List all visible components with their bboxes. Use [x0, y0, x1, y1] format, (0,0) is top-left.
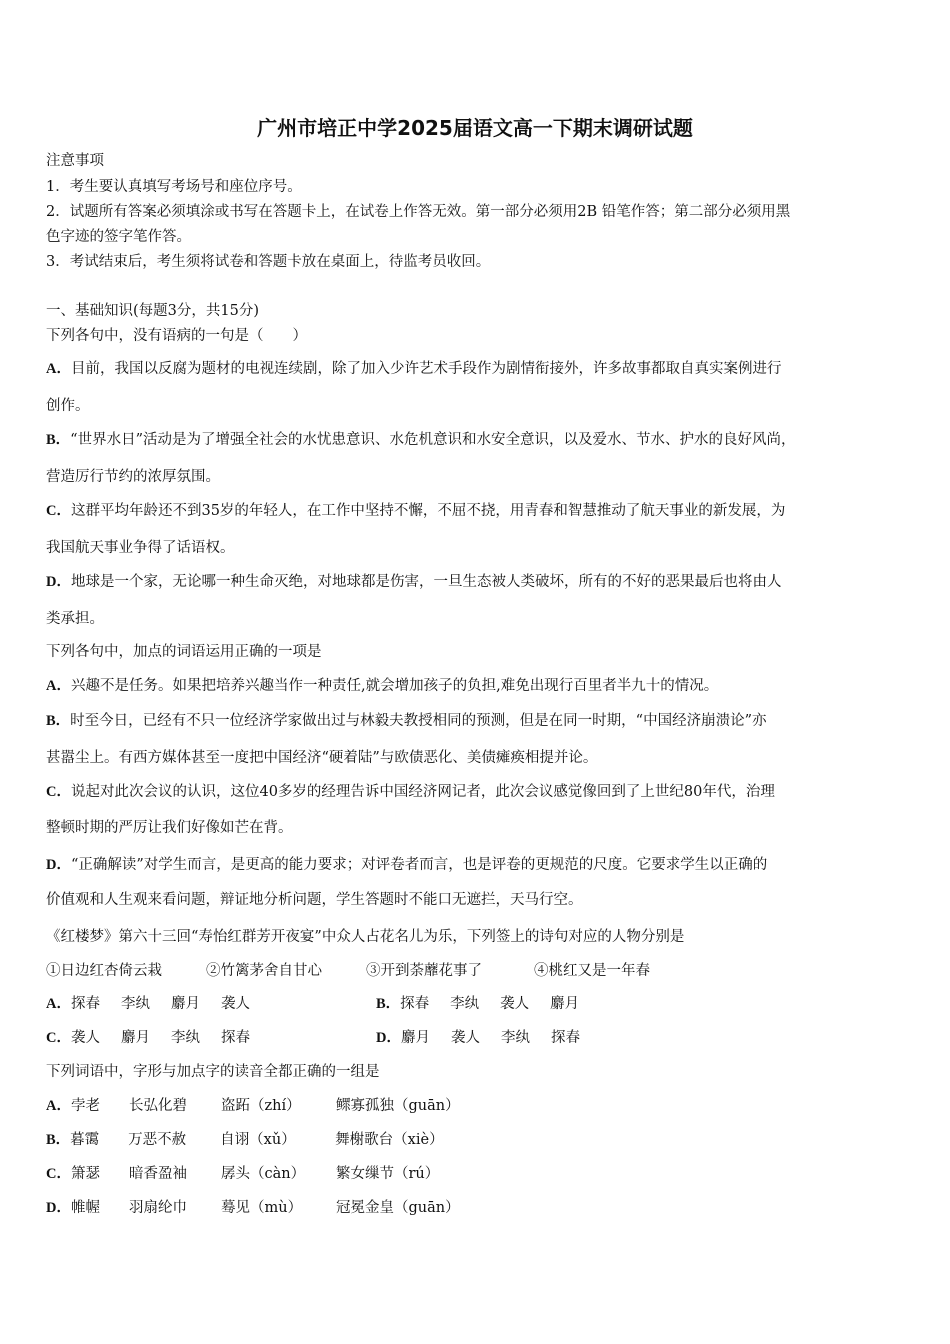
option-b: [46, 1130, 444, 1150]
option-text-cont: 我国航天事业争得了话语权。: [46, 540, 235, 556]
option-name: 袭人: [220, 996, 250, 1012]
option-label: D．: [46, 1200, 71, 1216]
question-stem: 下列各句中，加点的词语运用正确的一项是: [46, 644, 322, 660]
option-text-cont: 营造厉行节约的浓厚氛围。: [46, 469, 220, 485]
question-stem: 下列词语中，字形与加点字的读音全都正确的一组是: [46, 1064, 380, 1080]
option-a: [46, 1096, 460, 1116]
option-text: 地球是一个家，无论哪一种生命灭绝，对地球都是伤害，一旦生态被人类破坏，所有的不好的恶果最后也将由人: [70, 574, 782, 590]
option-c: [46, 782, 775, 802]
option-label: C．: [46, 784, 71, 800]
option-d: [46, 1198, 460, 1218]
option-text-cont: 甚嚣尘上。有西方媒体甚至一度把中国经济“硬着陆”与欧债恶化、美债瘫痪相提并论。: [46, 750, 598, 766]
notice-item: 色字迹的签字笔作答。: [46, 229, 191, 245]
option-word: 鳏寡孤独（guān）: [335, 1098, 460, 1114]
poem-line: ②竹篱茅舍自甘心: [206, 963, 322, 979]
option-d: [46, 572, 781, 592]
option-word: 蓦见（mù）: [220, 1200, 303, 1216]
option-name: 袭人: [500, 996, 530, 1012]
question-stem: 下列各句中，没有语病的一句是（ ）: [46, 328, 307, 344]
option-text: 时至今日，已经有不只一位经济学家做出过与林毅夫教授相同的预测，但是在同一时期，“中国经济崩溃论”亦: [70, 713, 767, 729]
question-stem: 《红楼梦》第六十三回“寿怡红群芳开夜宴”中众人占花名儿为乐，下列签上的诗句对应的人物分别是: [46, 929, 685, 945]
option-name: 探春: [220, 1030, 250, 1046]
option-label: C．: [46, 1030, 71, 1046]
option-word: 孛老: [70, 1098, 100, 1114]
page-title: 广州市培正中学2025届语文高一下期末调研试题: [257, 116, 693, 140]
option-a: [46, 994, 250, 1014]
option-label: C．: [46, 503, 71, 519]
option-word: 万恶不赦: [128, 1132, 187, 1148]
option-word: 孱头（càn）: [220, 1166, 306, 1182]
option-name: 探春: [400, 996, 430, 1012]
option-label: D．: [376, 1030, 401, 1046]
poem-line: ④桃红又是一年春: [534, 963, 650, 979]
option-b: [46, 711, 767, 731]
option-word: 冠冕金皇（guān）: [335, 1200, 460, 1216]
option-name: 李纨: [500, 1030, 530, 1046]
option-label: A．: [46, 678, 71, 694]
option-text: 兴趣不是任务。如果把培养兴趣当作一种责任,就会增加孩子的负担,难免出现行百里者半九十的情况。: [70, 678, 719, 694]
option-a: [46, 359, 781, 379]
option-label: B．: [46, 1132, 71, 1148]
option-c: [46, 1164, 439, 1184]
option-label: B．: [46, 432, 71, 448]
option-word: 暮霭: [70, 1132, 100, 1148]
option-label: A．: [46, 361, 71, 377]
option-name: 麝月: [550, 996, 580, 1012]
notice-heading: 注意事项: [46, 153, 104, 169]
option-label: D．: [46, 574, 71, 590]
option-word: 自诩（xǔ）: [220, 1132, 296, 1148]
poem-line: ①日边红杏倚云栽: [46, 963, 162, 979]
option-text-cont: 创作。: [46, 398, 90, 414]
poem-line: ③开到荼蘼花事了: [366, 963, 482, 979]
option-word: 长弘化碧: [128, 1098, 187, 1114]
option-b: [46, 430, 796, 450]
section-heading: 一、基础知识(每题3分，共15分): [46, 303, 259, 319]
option-text: “世界水日”活动是为了增强全社会的水忧患意识、水危机意识和水安全意识，以及爱水、节水、护水的良好风尚，: [70, 432, 796, 448]
option-name: 探春: [550, 1030, 580, 1046]
option-word: 箫瑟: [70, 1166, 100, 1182]
option-name: 探春: [70, 996, 100, 1012]
option-name: 李纨: [170, 1030, 200, 1046]
option-name: 袭人: [70, 1030, 100, 1046]
option-name: 麝月: [400, 1030, 430, 1046]
option-a: [46, 676, 718, 696]
option-label: A．: [46, 1098, 71, 1114]
option-word: 帷幄: [70, 1200, 100, 1216]
option-word: 舞榭歌台（xiè）: [335, 1132, 444, 1148]
option-name: 李纨: [120, 996, 150, 1012]
option-label: B．: [46, 713, 71, 729]
option-word: 盗跖（zhí）: [220, 1098, 301, 1114]
option-word: 暗香盈袖: [128, 1166, 187, 1182]
option-word: 羽扇纶巾: [128, 1200, 187, 1216]
option-text: “正确解读”对学生而言，是更高的能力要求；对评卷者而言，也是评卷的更规范的尺度。它要求学生以正确的: [70, 857, 768, 873]
option-text-cont: 整顿时期的严厉让我们好像如芒在背。: [46, 820, 293, 836]
option-b: [376, 994, 579, 1014]
option-text: 目前，我国以反腐为题材的电视连续剧，除了加入少许艺术手段作为剧情衔接外，许多故事都取自真实案例进行: [70, 361, 782, 377]
option-name: 麝月: [120, 1030, 150, 1046]
option-c: [46, 1028, 250, 1048]
option-text: 这群平均年龄还不到35岁的年轻人，在工作中坚持不懈，不屈不挠，用青春和智慧推动了航天事业的新发展，为: [70, 503, 786, 519]
notice-item: 3．考试结束后，考生须将试卷和答题卡放在桌面上，待监考员收回。: [46, 254, 491, 270]
option-label: B．: [376, 996, 401, 1012]
option-label: D．: [46, 857, 71, 873]
option-label: A．: [46, 996, 71, 1012]
poem-list: [46, 961, 650, 981]
notice-item: 2．试题所有答案必须填涂或书写在答题卡上，在试卷上作答无效。第一部分必须用2B 铅笔作答；第二部分必须用黑: [46, 204, 791, 220]
option-text-cont: 价值观和人生观来看问题，辩证地分析问题，学生答题时不能口无遮拦，天马行空。: [46, 892, 583, 908]
option-text-cont: 类承担。: [46, 611, 104, 627]
option-c: [46, 501, 785, 521]
option-d: [46, 855, 767, 875]
notice-item: 1．考生要认真填写考场号和座位序号。: [46, 179, 302, 195]
option-word: 繁女缫节（rú）: [335, 1166, 440, 1182]
option-label: C．: [46, 1166, 71, 1182]
option-name: 袭人: [450, 1030, 480, 1046]
option-name: 李纨: [450, 996, 480, 1012]
option-name: 麝月: [170, 996, 200, 1012]
option-d: [376, 1028, 580, 1048]
option-text: 说起对此次会议的认识，这位40多岁的经理告诉中国经济网记者，此次会议感觉像回到了上世纪80年代，治理: [70, 784, 775, 800]
